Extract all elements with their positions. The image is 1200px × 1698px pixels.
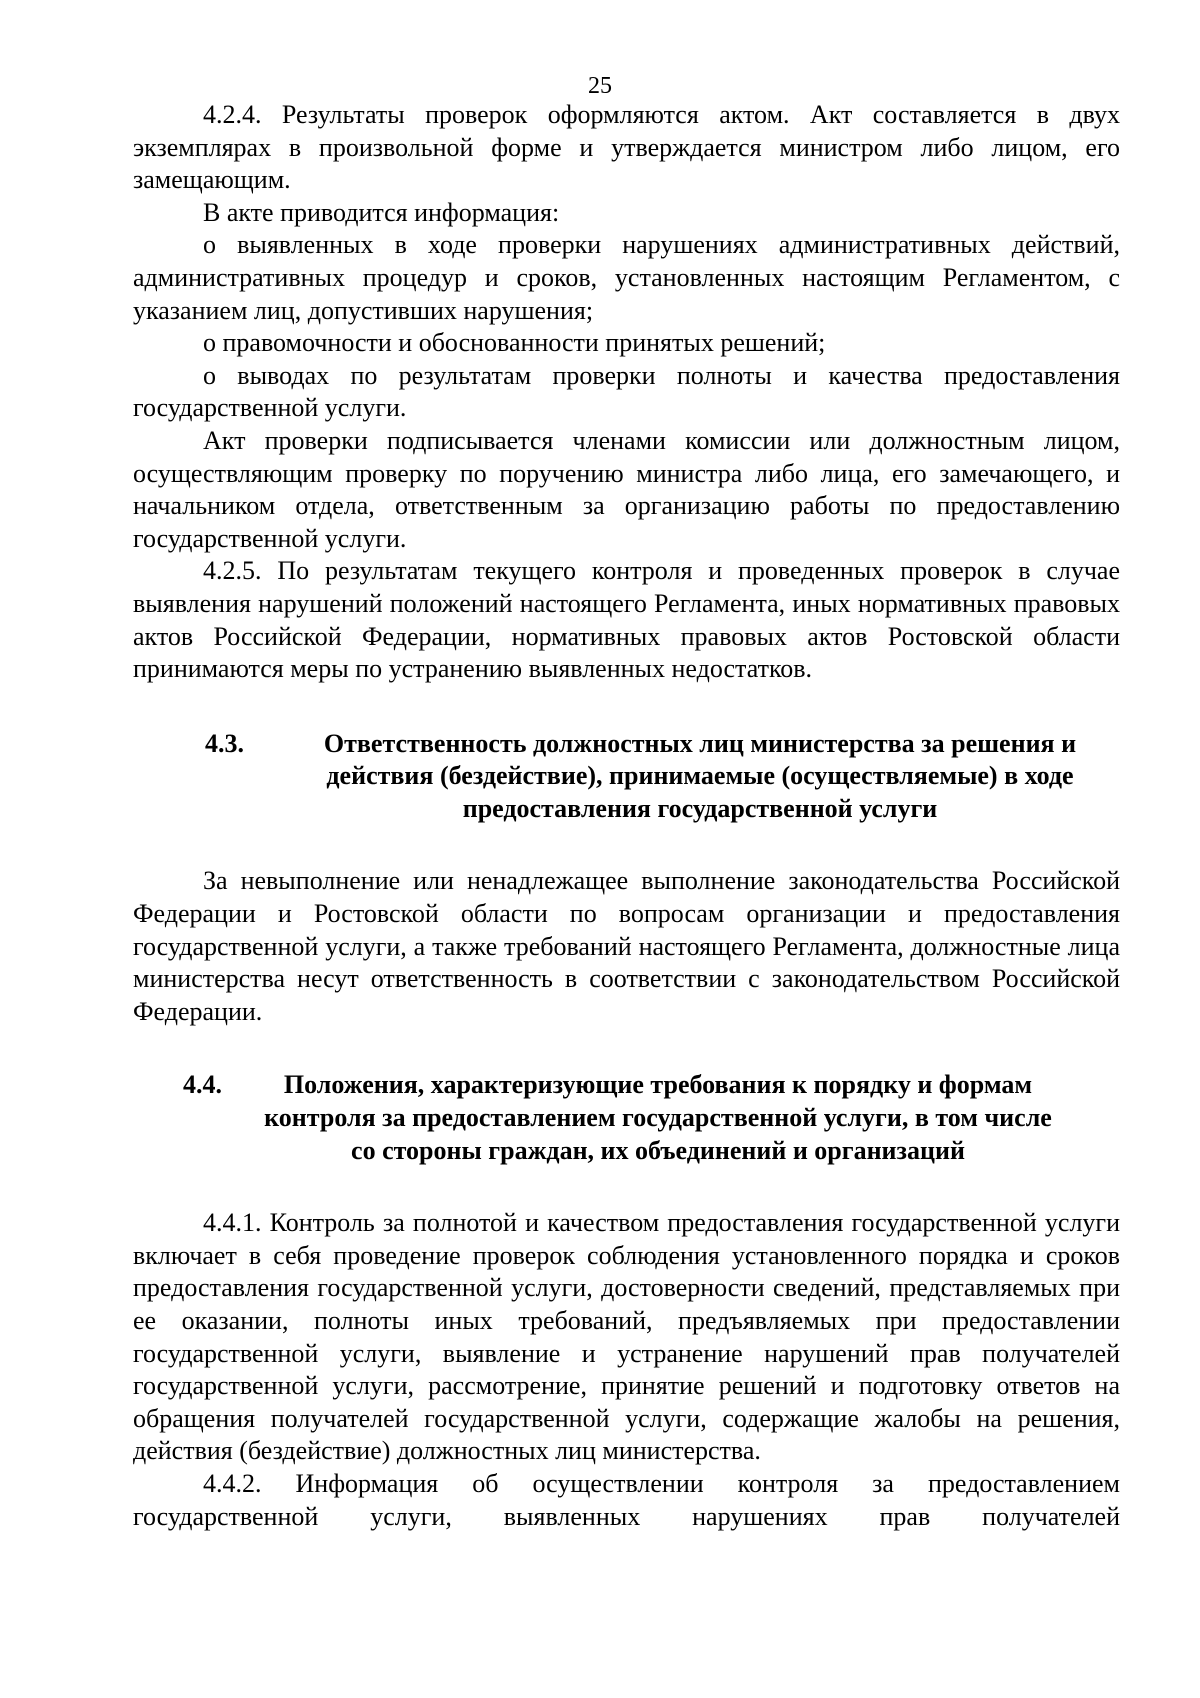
page-number: 25 xyxy=(588,73,612,99)
paragraph-legitimacy: о правомочности и обоснованности принятых решений; xyxy=(203,328,826,358)
paragraph-conclusions: о выводах по результатам проверки полноты и качества предоставления государственной услуги. xyxy=(133,360,1120,423)
paragraph-act-signing: Акт проверки подписывается членами комиссии или должностным лицом, осуществляющим проверку по поручению министра либо лица, его замечающего, и начальником отдела, ответственным за организацию работы по предоставлению государственной услуги. xyxy=(133,425,1120,553)
paragraph-4-2-4: 4.2.4. Результаты проверок оформляются актом. Акт составляется в двух экземплярах в произвольной форме и утверждается министром либо лицом, его замещающим. xyxy=(133,100,1120,195)
section-heading-4-4 xyxy=(133,1069,1120,1167)
section-title-4-3: Ответственность должностных лиц министерства за решения и действия (бездействие), принимаемые (осуществляемые) в ходе предоставления государственной услуги xyxy=(323,728,1077,823)
paragraph-responsibility: За невыполнение или ненадлежащее выполнение законодательства Российской Федерации и Ростовской области по вопросам организации и предоставления государственной услуги, а также требований настоящего Регламента, должностные лица министерства несут ответственность в соответствии с законодательством Российской Федерации. xyxy=(133,866,1120,1026)
document-body xyxy=(133,99,1120,1533)
section-number-4-4: 4.4. xyxy=(183,1070,222,1100)
section-heading-4-3 xyxy=(133,728,1120,826)
paragraph-4-2-5: 4.2.5. По результатам текущего контроля и проведенных проверок в случае выявления нарушений положений настоящего Регламента, иных нормативных правовых актов Российской Федерации, нормативных правовых актов Ростовской области принимаются меры по устранению выявленных недостатков. xyxy=(133,556,1120,684)
paragraph-4-4-1: 4.4.1. Контроль за полнотой и качеством предоставления государственной услуги включает в себя проведение проверок соблюдения установленного порядка и сроков предоставления государственной услуги, достоверности сведений, представляемых при ее оказании, полноты иных требований, предъявляемых при предоставлении государственной услуги, выявление и устранение нарушений прав получателей государственной услуги, рассмотрение, принятие решений и подготовку ответов на обращения получателей государственной услуги, содержащие жалобы на решения, действия (бездействие) должностных лиц министерства. xyxy=(133,1208,1120,1466)
section-title-4-4: Положения, характеризующие требования к порядку и формам контроля за предоставлением государственной услуги, в том числе со стороны граждан, их объединений и организаций xyxy=(264,1070,1052,1165)
paragraph-violations: о выявленных в ходе проверки нарушениях административных действий, административных процедур и сроков, установленных настоящим Регламентом, с указанием лиц, допустивших нарушения; xyxy=(133,230,1120,325)
paragraph-act-info-intro: В акте приводится информация: xyxy=(203,197,560,227)
section-number-4-3: 4.3. xyxy=(205,728,244,758)
paragraph-4-4-2: 4.4.2. Информация об осуществлении контроля за предоставлением государственной услуги, выявленных нарушениях прав получателей xyxy=(133,1468,1120,1531)
